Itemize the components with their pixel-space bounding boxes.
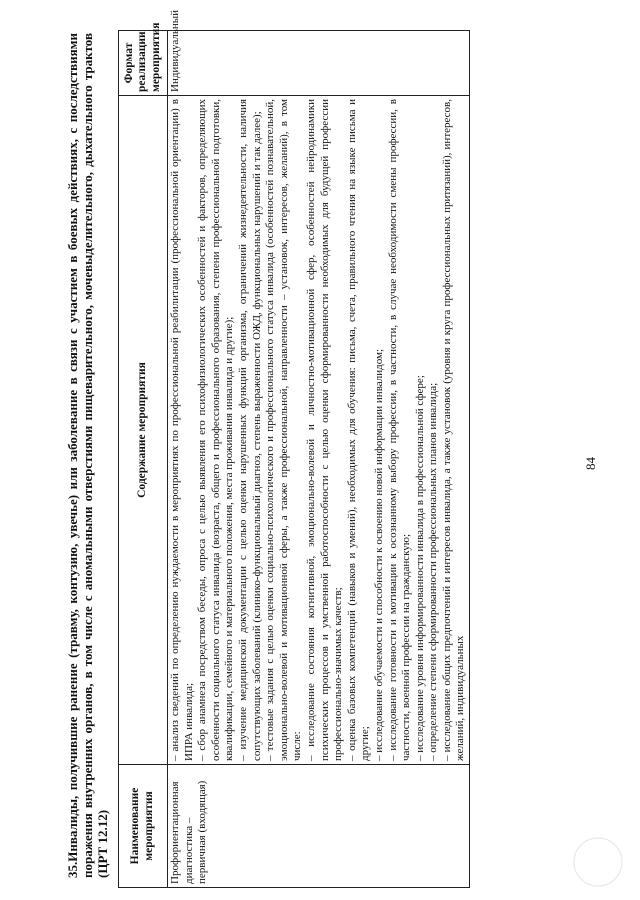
content-item: – определение степени сформированности профессиональных планов инвалида; [427,382,440,761]
rotated-sheet [0,10,640,900]
content-item: – тестовые задания с целью оценки социально-психологического и профессионального статуса инвалида (особенностей познавательной, эмоционально-волевой и мотивационной сферы, а также профессиональной, направленности – установок, интересов, желаний), в том числе: [264,99,304,761]
row-content-cell [168,96,470,765]
header-content: Содержание мероприятия [119,96,168,765]
header-name: Наименование мероприятия [119,765,168,888]
measures-table [118,10,470,888]
page-number: 84 [583,457,598,470]
content-item: – исследование обучаемости и способности к освоению новой информации инвалидом; [372,348,385,761]
content-item: – анализ сведений по определению нуждаемости в мероприятиях по профессиональной реабилитации (профессиональной ориентации) в ИПРА инвалида; [169,99,195,761]
content-item: – изучение медицинской документации с целью оценки нарушенных функций организма, ограничений жизнедеятельности, наличия сопутствующих заболеваний (клинико-функциональный диагноз, степень выраженности ОЖД, функциональных нарушений и так далее); [236,99,263,761]
table-row [168,31,470,888]
content-item: – исследование состояния когнитивной, эмоционально-волевой и личностно-мотивационной сфер, особенностей нейродинамики психических процессов и умственной работоспособности с целью оценки сформированности необходимых для будущей профессии профессионально-значимых качеств; [304,99,345,761]
content-item: – исследование готовности и мотивации к осознанному выбору профессии, в частности, в случае необходимости смены профессии, в частности, военной профессии на гражданскую; [386,99,413,761]
row-format-cell: Индивидуальный [168,31,470,96]
section-title: 35.Инвалиды, получившие ранение (травму, контузию, увечье) или заболевание в связи с участием в боевых действиях, с последствиями поражения внутренних органов, в том числе с аномальными отверстиями пищеварительного, мочевыделительного, дыхательного трактов (ЦРТ 12.12) [65,33,110,878]
content-item: – сбор анамнеза посредством беседы, опроса с целью выявления его психофизиологических особенностей и факторов, определяющих особенности социального статуса инвалида (возраста, общего и профессионального образования, степени профессиональной подготовки, квалификации, семейного и материального положения, места проживания инвалида и другие); [196,99,236,761]
row-name-cell: Профориентационная диагностика – первичная (входящая) [168,765,470,888]
content-item: – исследование уровня информированности инвалида в профессиональной сфере; [413,375,426,761]
table-header-row [119,31,168,888]
header-format: Формат реализации мероприятия [119,31,168,96]
content-item: – оценка базовых компетенций (навыков и умений), необходимых для обучения: письма, счета, правильного чтения на языке письма и другие; [345,99,372,761]
content-item: – исследование общих предпочтений и интересов инвалида, а также установок (уровня и круга профессиональных притязаний), интересов, желаний, индивидуальных [440,99,467,761]
